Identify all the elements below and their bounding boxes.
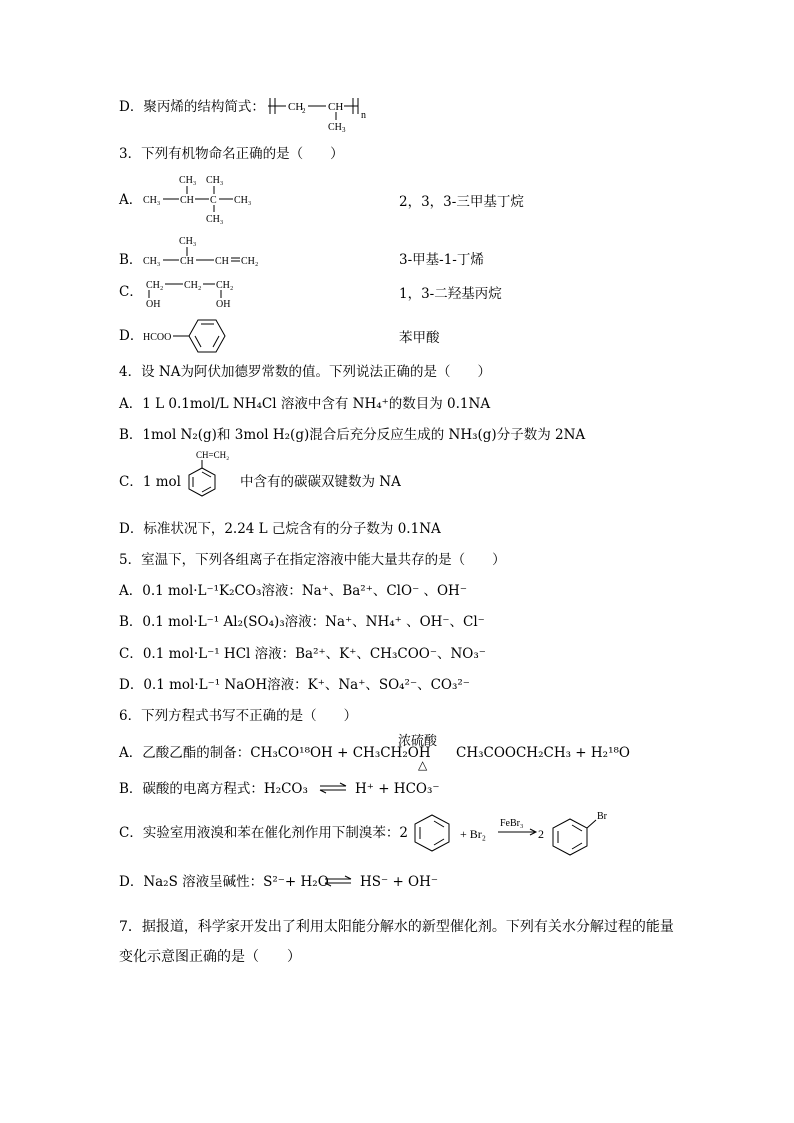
q3-b-structure xyxy=(143,232,273,268)
q4-option-a: A．1 L 0.1mol/L NH₄Cl 溶液中含有 NH₄⁺的数目为 0.1NA xyxy=(119,396,491,412)
b-top: CH₃ xyxy=(179,236,197,247)
q7-stem-line2: 变化示意图正确的是（ ） xyxy=(119,949,301,965)
a-bot: CH₃ xyxy=(206,214,224,225)
b-c1: CH₃ xyxy=(143,256,161,267)
reaction-arrow-conditions xyxy=(398,732,454,772)
styrene-structure xyxy=(184,448,244,498)
c-c3: CH₂ xyxy=(216,280,234,291)
q4-option-d: D．标准状况下，2.24 L 己烷含有的分子数为 0.1NA xyxy=(119,521,441,537)
b-c2: CH xyxy=(180,256,194,267)
q3-option-b-label: B． xyxy=(119,252,143,268)
q3-c-name: 1，3-二羟基丙烷 xyxy=(399,286,502,302)
equilibrium-arrow-b xyxy=(318,782,348,794)
q4-option-c-text: 中含有的碳碳双键数为 NA xyxy=(240,474,401,490)
c-oh1: OH xyxy=(146,299,161,310)
q4-option-b: B．1mol N₂(g)和 3mol H₂(g)混合后充分反应生成的 NH₃(g)分子数为 2NA xyxy=(119,427,586,443)
q7-stem-line1: 7．据报道，科学家开发出了利用太阳能分解水的新型催化剂。下列有关水分解过程的能量 xyxy=(119,919,674,935)
q6-option-d-right: HS⁻ + OH⁻ xyxy=(360,874,439,890)
b-c3: CH xyxy=(215,256,229,267)
q5-stem: 5．室温下，下列各组离子在指定溶液中能大量共存的是（ ） xyxy=(119,552,506,568)
q6-option-b-right: H⁺ + HCO₃⁻ xyxy=(355,781,440,797)
equilibrium-arrow-d xyxy=(323,875,353,887)
q4-stem: 4．设 NA为阿伏加德罗常数的值。下列说法正确的是（ ） xyxy=(119,364,491,380)
b-c4: CH₂ xyxy=(241,256,259,267)
q5-option-c: C．0.1 mol·L⁻¹ HCl 溶液：Ba²⁺、K⁺、CH₃COO⁻、NO₃⁻ xyxy=(119,646,486,662)
q6-stem: 6．下列方程式书写不正确的是（ ） xyxy=(119,708,358,724)
struct-ch: CH xyxy=(328,101,344,113)
c-c1: CH₂ xyxy=(146,280,164,291)
cond-heat: △ xyxy=(418,758,428,772)
q3-d-structure xyxy=(143,318,243,354)
q3-a-name: 2，3，3-三甲基丁烷 xyxy=(399,194,524,210)
struct-n: n xyxy=(361,110,366,121)
q3-c-structure xyxy=(143,275,253,311)
bromination-scheme xyxy=(412,810,632,860)
c-c2: CH₂ xyxy=(184,280,202,291)
q3-option-d-label: D． xyxy=(119,328,144,344)
plus-br2: + Br₂ xyxy=(460,827,486,841)
struct-ch3-branch: CH xyxy=(328,122,342,133)
styrene-vinyl: CH=CH₂ xyxy=(196,450,230,460)
cond-conc-h2so4: 浓硫酸 xyxy=(398,733,438,748)
struct-ch2: CH xyxy=(288,101,304,113)
q6-option-a-right: CH₃COOCH₂CH₃ + H₂¹⁸O xyxy=(456,745,630,761)
q5-option-a: A．0.1 mol·L⁻¹K₂CO₃溶液：Na⁺、Ba²⁺、ClO⁻ 、OH⁻ xyxy=(119,583,467,599)
q6-option-d-left: D．Na₂S 溶液呈碱性：S²⁻+ H₂O xyxy=(119,874,329,890)
a-c1: CH₃ xyxy=(143,195,161,206)
a-c2: CH xyxy=(180,195,194,206)
a-c3: C xyxy=(210,195,217,206)
q5-option-b: B．0.1 mol·L⁻¹ Al₂(SO₄)₃溶液：Na⁺、NH₄⁺ 、OH⁻、Cl⁻ xyxy=(119,614,485,630)
q3-d-name: 苯甲酸 xyxy=(399,330,440,346)
struct-sub-3: 3 xyxy=(342,126,346,134)
q3-option-c-label: C． xyxy=(119,284,143,300)
q3-option-a-label: A． xyxy=(119,192,143,208)
catalyst-febr3: FeBr₃ xyxy=(500,818,524,829)
a-top2: CH₃ xyxy=(206,175,224,186)
q3-b-name: 3-甲基-1-丁烯 xyxy=(399,252,484,268)
bromine-label: Br xyxy=(597,811,607,822)
q6-option-b-left: B．碳酸的电离方程式：H₂CO₃ xyxy=(119,781,308,797)
d-hcoo: HCOO xyxy=(143,332,172,343)
a-c4: CH₃ xyxy=(234,195,252,206)
q3-stem: 3．下列有机物命名正确的是（ ） xyxy=(119,146,344,162)
polypropylene-structure xyxy=(268,92,378,134)
q6-option-c-left: C．实验室用液溴和苯在催化剂作用下制溴苯：2 xyxy=(119,825,408,841)
struct-sub-2: 2 xyxy=(302,107,306,115)
a-top1: CH₃ xyxy=(179,175,197,186)
coefficient-2: 2 xyxy=(538,827,544,841)
q5-option-d: D．0.1 mol·L⁻¹ NaOH溶液：K⁺、Na⁺、SO₄²⁻、CO₃²⁻ xyxy=(119,677,470,693)
q6-option-a-left: A．乙酸乙酯的制备：CH₃CO¹⁸OH + CH₃CH₂OH xyxy=(119,745,431,761)
q4-option-c-label: C．1 mol xyxy=(119,474,181,490)
q3-a-structure xyxy=(143,172,263,224)
q2-option-d-label: D．聚丙烯的结构简式： xyxy=(119,99,265,115)
c-oh2: OH xyxy=(216,299,231,310)
